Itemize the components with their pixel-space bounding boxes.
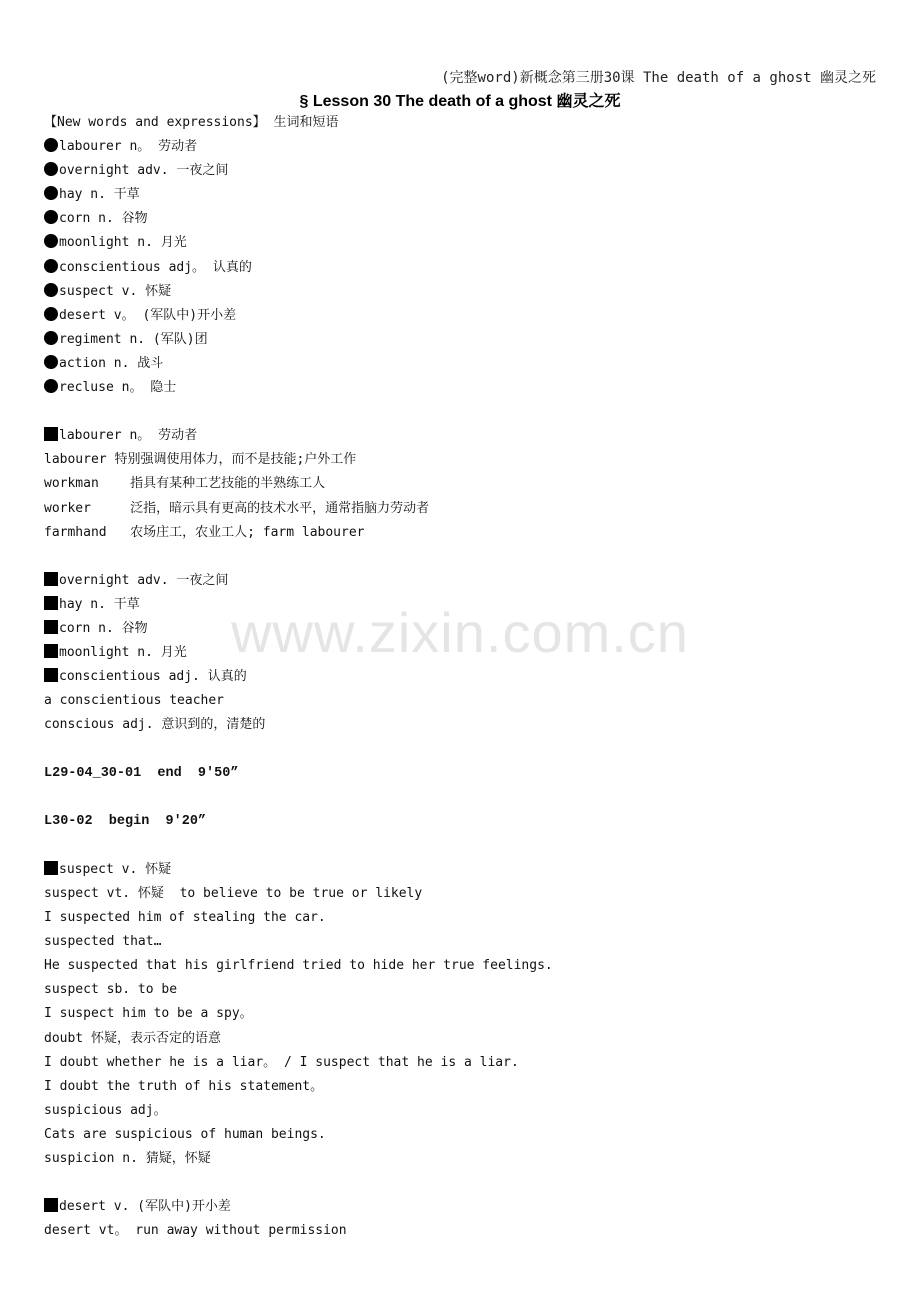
text-line: I doubt whether he is a liar。 / I suspect that he is a liar. (44, 1054, 519, 1070)
vocab-item: overnight adv. 一夜之间 (44, 159, 894, 183)
vocab-item: hay n. 干草 (44, 183, 894, 207)
entry-heading: conscientious adj. 认真的 (44, 665, 894, 689)
text-line: suspect sb. to be (44, 982, 178, 998)
square-icon (44, 596, 58, 610)
bullet-icon (44, 331, 58, 345)
entry-heading: labourer n。 劳动者 (44, 424, 894, 448)
text-line: He suspected that his girlfriend tried to hide her true feelings. (44, 958, 553, 974)
text-line: suspected that… (44, 934, 162, 950)
bullet-icon (44, 355, 58, 369)
entry-heading: suspect v. 怀疑 (44, 858, 894, 882)
square-icon (44, 620, 58, 634)
lesson-title: § Lesson 30 The death of a ghost 幽灵之死 (299, 93, 621, 110)
bullet-icon (44, 307, 58, 321)
text-line: farmhand 农场庄工，农业工人; farm labourer (44, 524, 365, 540)
text-line: workman 指具有某种工艺技能的半熟练工人 (44, 476, 326, 492)
text-line: desert vt。 run away without permission (44, 1223, 347, 1239)
vocab-item: desert v。 (军队中)开小差 (44, 304, 894, 328)
square-icon (44, 668, 58, 682)
bullet-icon (44, 186, 58, 200)
square-icon (44, 427, 58, 441)
text-line: conscious adj. 意识到的，清楚的 (44, 717, 266, 733)
bullet-icon (44, 210, 58, 224)
vocab-item: action n. 战斗 (44, 352, 894, 376)
vocab-item: corn n. 谷物 (44, 207, 894, 231)
section-heading: 【New words and expressions】 生词和短语 (44, 115, 339, 130)
text-line: a conscientious teacher (44, 693, 225, 709)
text-line: I suspected him of stealing the car. (44, 910, 326, 926)
text-line: suspicion n. 猜疑，怀疑 (44, 1151, 211, 1167)
entry-heading: overnight adv. 一夜之间 (44, 569, 894, 593)
document-header: (完整word)新概念第三册30课 The death of a ghost 幽灵之死 (441, 70, 876, 86)
timestamp-line: L29-04_30-01 end 9'50” (44, 765, 239, 781)
timestamp-line: L30-02 begin 9'20” (44, 813, 207, 829)
document-body (44, 111, 894, 1243)
bullet-icon (44, 234, 58, 248)
bullet-icon (44, 283, 58, 297)
entry-heading: moonlight n. 月光 (44, 641, 894, 665)
square-icon (44, 572, 58, 586)
entry-heading: corn n. 谷物 (44, 617, 894, 641)
text-line: suspicious adj。 (44, 1102, 167, 1118)
vocab-item: suspect v. 怀疑 (44, 280, 894, 304)
text-line: I doubt the truth of his statement。 (44, 1078, 324, 1094)
text-line: doubt 怀疑，表示否定的语意 (44, 1030, 221, 1046)
bullet-icon (44, 138, 58, 152)
entry-heading: desert v. (军队中)开小差 (44, 1195, 894, 1219)
entry-heading: hay n. 干草 (44, 593, 894, 617)
vocab-item: moonlight n. 月光 (44, 231, 894, 255)
text-line: Cats are suspicious of human beings. (44, 1126, 326, 1142)
text-line: worker 泛指，暗示具有更高的技术水平，通常指脑力劳动者 (44, 500, 430, 516)
vocab-item: conscientious adj。 认真的 (44, 256, 894, 280)
watermark: www.zixin.com.cn (231, 601, 689, 664)
text-line: I suspect him to be a spy。 (44, 1006, 253, 1022)
square-icon (44, 644, 58, 658)
bullet-icon (44, 259, 58, 273)
vocab-item: recluse n。 隐士 (44, 376, 894, 400)
square-icon (44, 861, 58, 875)
vocab-item: labourer n。 劳动者 (44, 135, 894, 159)
text-line: suspect vt. 怀疑 to believe to be true or likely (44, 886, 423, 901)
square-icon (44, 1198, 58, 1212)
bullet-icon (44, 379, 58, 393)
bullet-icon (44, 162, 58, 176)
vocab-item: regiment n. (军队)团 (44, 328, 894, 352)
text-line: labourer 特别强调使用体力，而不是技能;户外工作 (44, 452, 357, 468)
